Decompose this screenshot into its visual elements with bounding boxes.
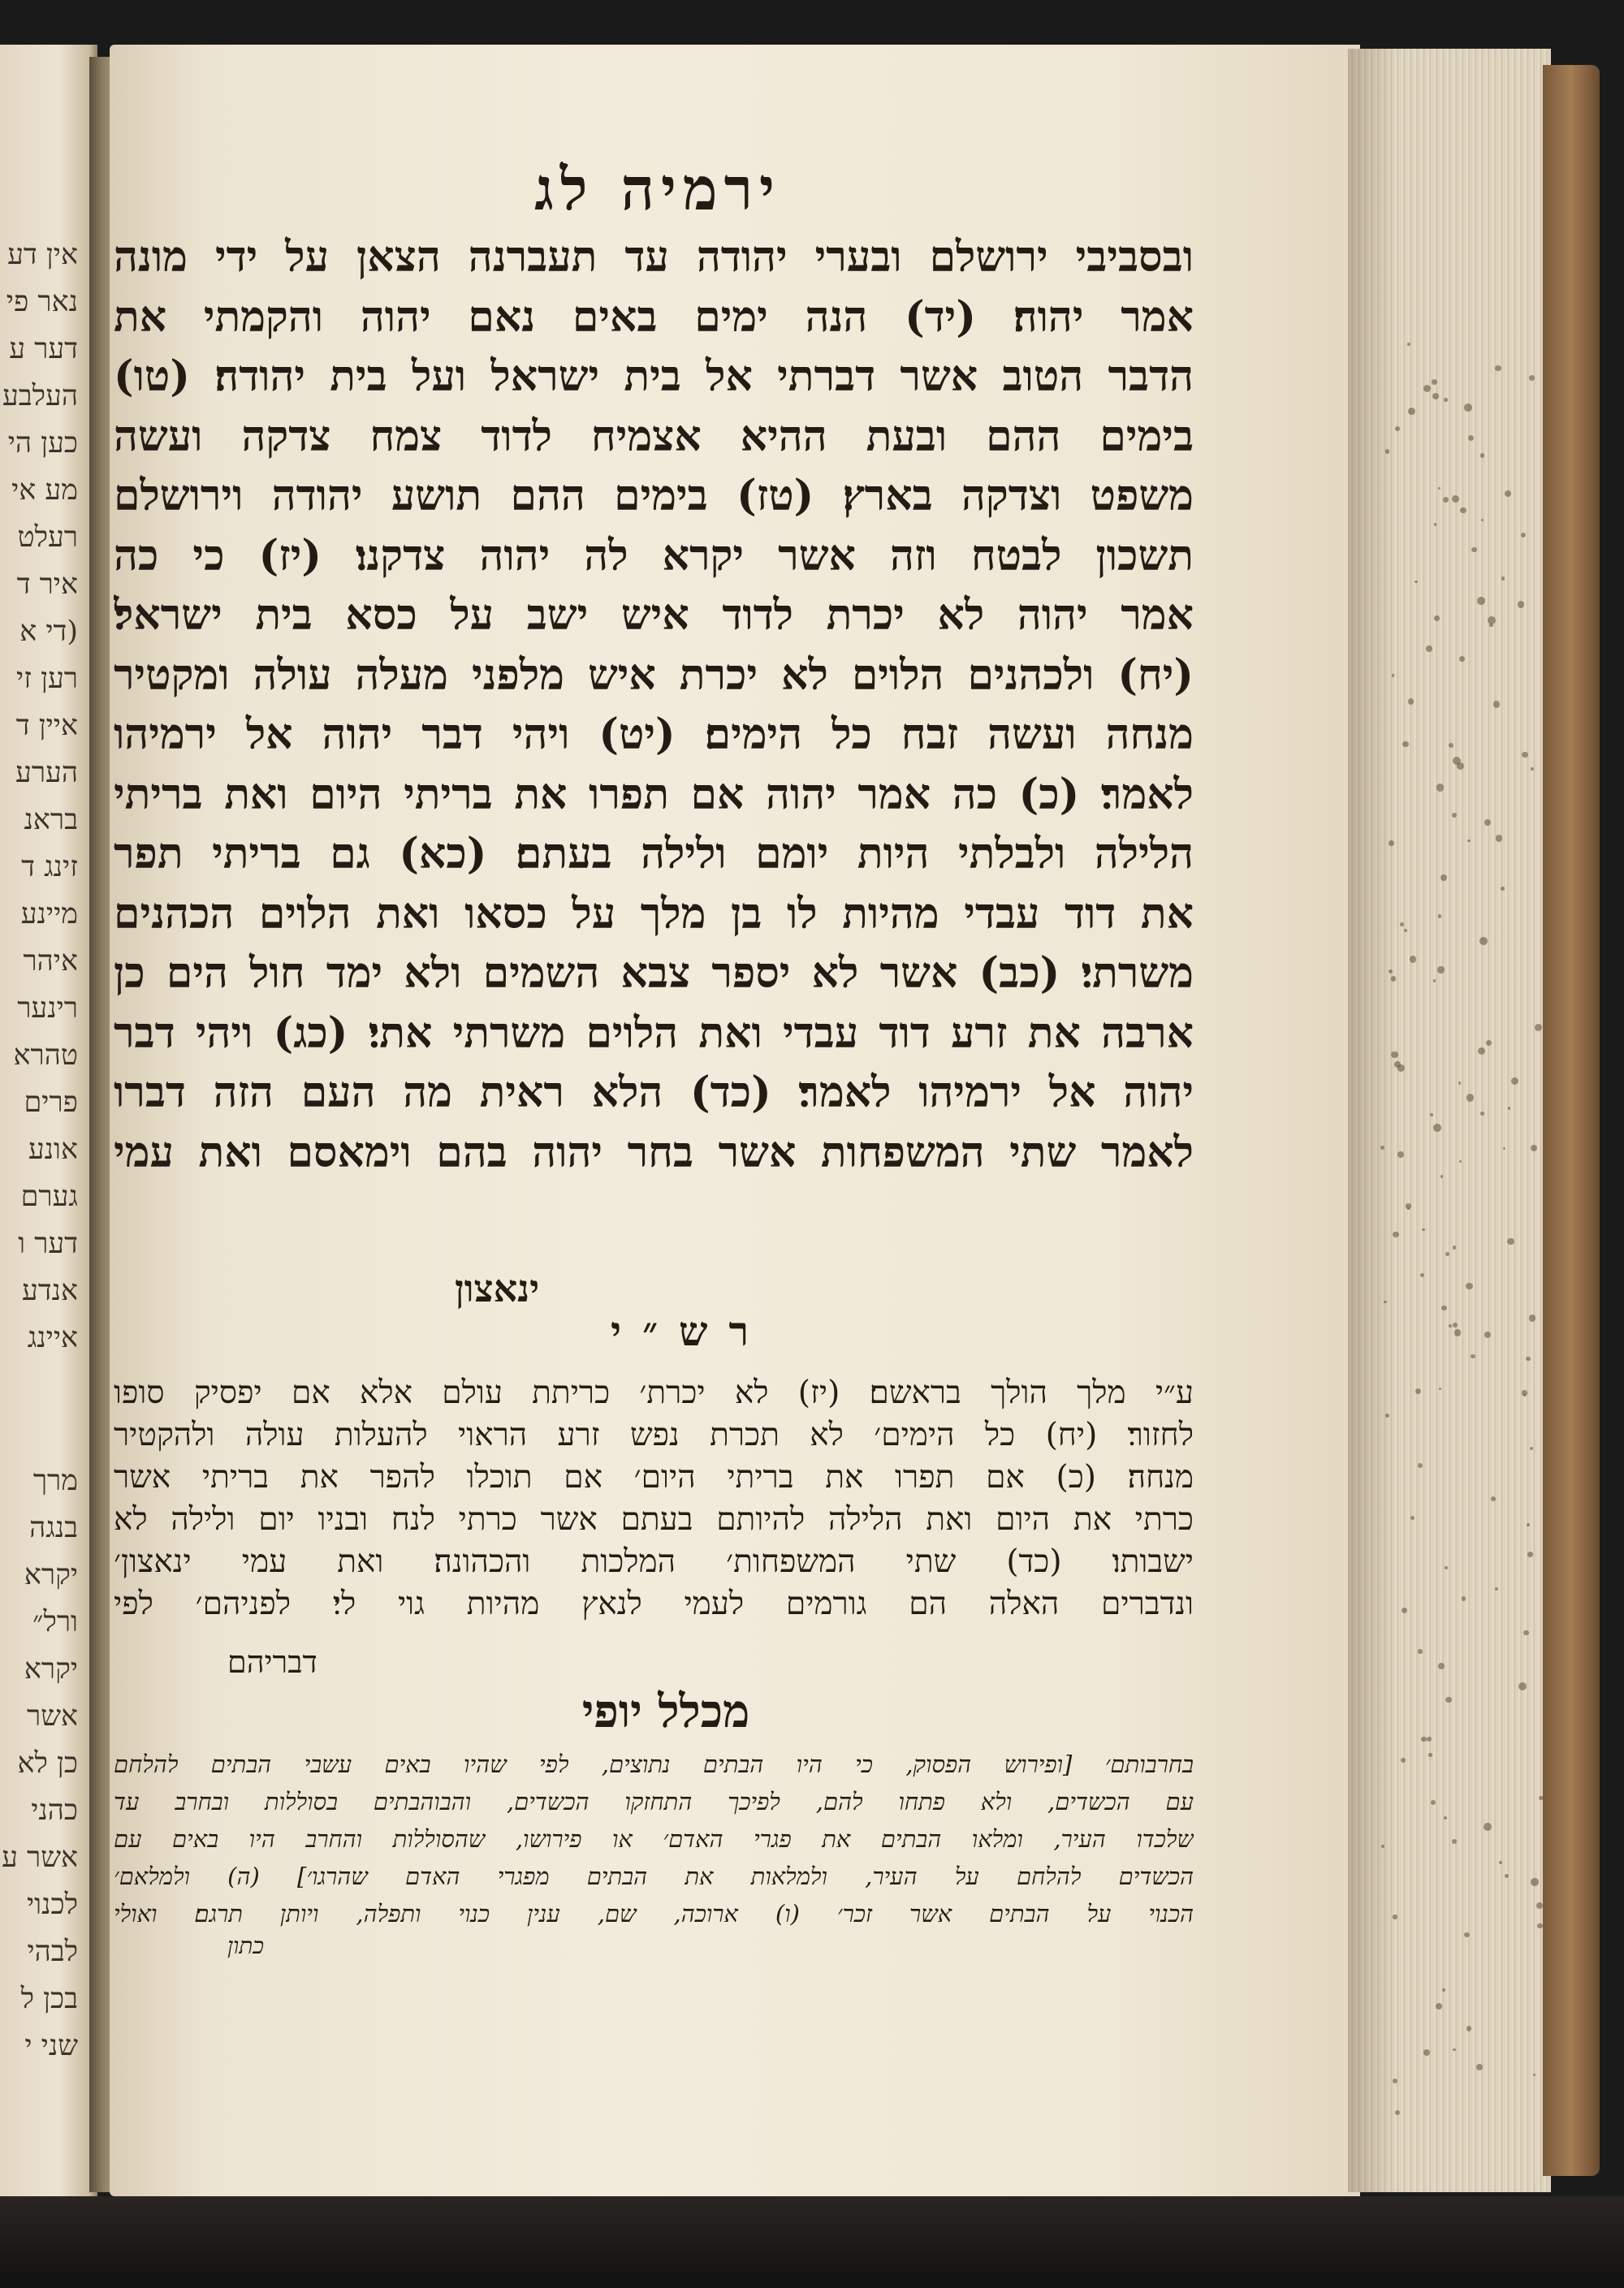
previous-page-line: הערע [15, 757, 78, 789]
foxing-spot [1421, 1737, 1426, 1742]
previous-page-line: כהני [31, 1794, 78, 1827]
foxing-spot [1501, 576, 1505, 581]
main-text-block [114, 227, 1194, 1182]
previous-page-text-bottom [2, 1457, 78, 2070]
foxing-spot [1407, 343, 1410, 346]
foxing-spot [1443, 497, 1449, 503]
previous-page-line: איין ד [15, 710, 78, 742]
previous-page-line: זינג ד [21, 851, 78, 883]
mikhlal-text-line: הכנוי על הבתים אשר זכר׳ (ו) ארוכה, שם, ענין כנוי ותפלה, ויותן תרגם׃ ואולי [114, 1900, 1194, 1928]
foxing-spot [1464, 404, 1472, 412]
catchword-mikhlal: כתון [227, 1932, 265, 1959]
previous-page-line: אין דע [7, 239, 78, 271]
foxing-spot [1522, 752, 1528, 758]
foxing-spot [1531, 1878, 1539, 1886]
foxing-spot [1529, 1315, 1536, 1322]
rashi-heading: רש״י [610, 1307, 771, 1355]
previous-page-text-top [2, 231, 78, 1362]
previous-page-line: גערם [20, 1181, 78, 1213]
foxing-spot [1385, 449, 1389, 453]
foxing-spot [1433, 1124, 1441, 1132]
previous-page-line: רינער [17, 992, 78, 1025]
previous-page-line: דער ע [9, 333, 78, 365]
foxing-spot [1496, 835, 1503, 842]
previous-page-line: בראנ [24, 804, 78, 836]
foxing-spot [1454, 1329, 1461, 1336]
foxing-spot [1408, 408, 1415, 415]
previous-page-line: (די א [19, 615, 78, 648]
mikhlal-text-line: שלכדו העיר, ומלאו הבתים את פגרי האדם׳ או פירושו, שהסוללות והחרב היו באים עם [114, 1825, 1194, 1853]
main-text-line: משרתי׃ (כב) אשר לא יספר צבא השמים ולא ימד חול הים כן [114, 948, 1194, 998]
catchword-rashi: דבריהם [227, 1644, 317, 1680]
foxing-spot [1391, 1051, 1397, 1058]
foxing-spot [1488, 616, 1496, 624]
foxing-spot [1471, 547, 1476, 552]
mikhlal-yofi-commentary-block [114, 1746, 1194, 1932]
foxing-spot [1453, 2048, 1456, 2052]
foxing-spot [1432, 393, 1439, 399]
foxing-spot [1535, 1024, 1542, 1031]
foxing-spot [1507, 1238, 1514, 1245]
main-text-line: הלילה ולבלתי היות יומם ולילה בעתם׃ (כא) גם בריתי תפר [114, 829, 1194, 879]
foxing-spot [1536, 1902, 1543, 1909]
previous-page-line: בכן ל [20, 1983, 78, 2015]
main-text-line: את דוד עבדי מהיות לו בן מלך על כסאו ואת הלוים הכהנים [114, 888, 1194, 939]
foxing-spot [1391, 976, 1396, 981]
foxing-spot [1389, 969, 1393, 973]
foxing-spot [1471, 1354, 1475, 1358]
previous-page-line: מרך [32, 1465, 78, 1497]
rashi-text-line: ונדברים האלה הם גורמים לעמי לנאץ מהיות גוי לי׃ לפניהם׳ לפי [114, 1586, 1194, 1622]
main-text-line: ובסביבי ירושלם ובערי יהודה עד תעברנה הצאן על ידי מונה [114, 232, 1194, 282]
rashi-text-line: ע״י מלך הולך בראשם׃ (יז) לא יכרת׳ כריתת עולם אלא אם יפסיק סופו [114, 1375, 1194, 1411]
rashi-commentary-block [114, 1372, 1194, 1625]
foxing-spot [1479, 937, 1488, 945]
foxing-spot [1527, 1523, 1530, 1526]
previous-page-line: אשר [27, 1700, 78, 1733]
main-text-line: לאמר שתי המשפחות אשר בחר יהוה בהם וימאסם ואת עמי [114, 1127, 1194, 1177]
previous-page-line: יקרא [24, 1653, 78, 1686]
foxing-spot [1466, 1094, 1474, 1101]
previous-page-line: אשר ע [2, 1841, 78, 1874]
foxing-spot [1433, 979, 1436, 982]
foxing-spot [1527, 1552, 1532, 1556]
foxing-spot [1437, 966, 1444, 973]
foxing-spot [1389, 840, 1393, 845]
previous-page-line: רעלט [17, 521, 78, 554]
rashi-text-line: לחזור׃ (יח) כל הימים׳ לא תכרת נפש זרע הראוי להעלות עולה ולהקטיר [114, 1417, 1194, 1453]
foxing-spot [1531, 767, 1534, 771]
main-text-line: אמר יהוה לא יכרת לדוד איש ישב על כסא בית ישראל׃ [114, 590, 1194, 640]
foxing-spot [1441, 1306, 1446, 1310]
previous-page-line: נאר פי [6, 286, 78, 318]
foxing-spot [1439, 1388, 1441, 1390]
foxing-spot [1434, 615, 1440, 621]
foxing-spot [1537, 1923, 1542, 1928]
foxing-spot [1392, 674, 1395, 677]
previous-page-line: בנגה [29, 1512, 78, 1544]
previous-page-line: איהר [23, 945, 78, 978]
foxing-spot [1384, 1301, 1387, 1304]
previous-page-line: כען הי [7, 427, 78, 460]
foxing-spot [1402, 741, 1409, 748]
foxing-spot [1432, 379, 1437, 385]
main-text-line: הדבר הטוב אשר דברתי אל בית ישראל ועל בית יהודה׃ (טו) [114, 352, 1194, 401]
foxing-spot [1522, 1390, 1527, 1395]
foxing-spot [1426, 645, 1432, 652]
previous-page-line: איר ד [16, 568, 78, 601]
foxing-spot [1430, 1113, 1433, 1116]
foxing-spot [1464, 1932, 1469, 1937]
foxing-spot [1444, 398, 1448, 402]
foxing-spot [1480, 1112, 1484, 1116]
foxing-spot [1385, 1414, 1389, 1418]
running-head: ירמיה לג [534, 154, 781, 223]
foxing-spot [1499, 1861, 1502, 1864]
previous-page-line: לכנוי [27, 1889, 78, 1921]
foxing-spot [1523, 1630, 1528, 1635]
previous-page-line: אונע [28, 1133, 78, 1166]
main-text-line: בימים ההם ובעת ההיא אצמיח לדוד צמח צדקה ועשה [114, 411, 1194, 461]
foxing-spot [1440, 874, 1446, 880]
catchword-main: ינאצון [455, 1267, 540, 1310]
previous-page-line: אנדע [21, 1275, 78, 1307]
foxing-spot [1459, 656, 1465, 662]
rashi-text-line: ישבותו׃ (כד) שתי המשפחות׳ המלכות והכהונה׃ ואת עמי ינאצון׳ [114, 1543, 1194, 1580]
rashi-text-line: כרתי את היום ואת הלילה להיותם בעתם אשר כרתי לנח ובניו יום ולילה לא [114, 1501, 1194, 1538]
previous-page-line: איינג [27, 1322, 78, 1354]
main-text-line: אמר יהוה׃ (יד) הנה ימים באים נאם יהוה והקמתי את [114, 291, 1194, 342]
foxing-spot [1466, 2026, 1472, 2031]
foxing-spot [1505, 490, 1511, 497]
foxing-spot [1493, 701, 1500, 707]
previous-page-line: מיינע [20, 898, 78, 930]
previous-page-line: העלבע [2, 380, 78, 412]
previous-page-line: כן לא [17, 1747, 78, 1780]
foxing-spot [1436, 2003, 1442, 2010]
foxing-spot [1508, 1107, 1510, 1109]
previous-page-line: טהרא [13, 1039, 78, 1072]
foxing-spot [1397, 1151, 1404, 1158]
previous-page-line: פרים [24, 1086, 78, 1119]
mikhlal-text-line: הכשדים להלחם על העיר, ולמלאות את הבתים מפגרי האדם שהרגו׳] (ה) ולמלאם׳ [114, 1863, 1194, 1890]
previous-page-line: ורל״ [32, 1606, 78, 1638]
foxing-spot [1428, 1753, 1432, 1757]
foxing-spot [1481, 519, 1484, 521]
previous-page-line: לבהי [27, 1936, 78, 1968]
foxing-spot [1445, 1252, 1449, 1256]
foxing-spot [1423, 385, 1431, 392]
foxing-spot [1442, 1988, 1445, 1992]
foxing-spot [1393, 1915, 1397, 1919]
foxing-spot [1427, 1737, 1432, 1742]
foxing-spot [1484, 1823, 1492, 1831]
main-text-line: תשכון לבטח וזה אשר יקרא לה יהוה צדקנו׃ (יז) כי כה [114, 530, 1194, 581]
main-text-line: (יח) ולכהנים הלוים לא יכרת איש מלפני מעלה עולה ומקטיר [114, 650, 1194, 700]
foxing-spot [1452, 495, 1459, 503]
foxing-spot [1438, 1663, 1445, 1669]
foxing-spot [1453, 1245, 1457, 1250]
main-text-line: ארבה את זרע דוד עבדי ואת הלוים משרתי אתי׃ (כג) ויהי דבר [114, 1008, 1194, 1058]
mikhlal-text-line: בחרבותם׳ [ופירוש הפסוק, כי היו הבתים נתוצים, לפי שהיו באים עשבי הבתים להלחם [114, 1751, 1194, 1778]
foxing-spot [1477, 597, 1485, 605]
foxing-spot [1436, 784, 1444, 791]
bottom-background [0, 2196, 1624, 2288]
main-text-line: יהוה אל ירמיהו לאמר׃ (כד) הלא ראית מה העם הזה דברו [114, 1068, 1194, 1117]
foxing-spot [1518, 1682, 1527, 1690]
main-text-line: מנחה ועשה זבח כל הימים׃ (יט) ויהי דבר יהוה אל ירמיהו [114, 710, 1194, 759]
previous-page-line: מע אי [11, 474, 78, 507]
foxing-spot [1467, 840, 1470, 842]
foxing-spot [1501, 887, 1505, 891]
previous-page-line: יקרא [24, 1559, 78, 1591]
foxing-spot [1445, 1697, 1451, 1703]
mikhlal-yofi-heading: מכלל יופי [581, 1685, 750, 1738]
previous-page-line: דער ו [18, 1228, 78, 1260]
foxing-spot [1452, 813, 1457, 818]
foxing-spot [1466, 1283, 1472, 1289]
previous-page-line: שני י [24, 2030, 78, 2062]
page-edges-shadow [1348, 49, 1397, 2192]
foxing-spot [1539, 1796, 1543, 1800]
foxing-spot [1480, 453, 1484, 457]
foxing-spot [1418, 1649, 1422, 1653]
foxing-spot [1526, 1357, 1531, 1362]
foxing-spot [1440, 1175, 1443, 1177]
mikhlal-text-line: עם הכשדים, ולא פתחו להם, לפיכך התחזקו הכשדים, והבוהבתים בסוללות ובחרב עד [114, 1788, 1194, 1815]
previous-page-edge [0, 45, 97, 2200]
foxing-spot [1422, 1228, 1424, 1231]
main-text-line: משפט וצדקה בארץ׃ (טז) בימים ההם תושע יהודה וירושלם [114, 471, 1194, 520]
previous-page-line: רען זי [16, 663, 78, 695]
foxing-spot [1381, 1845, 1384, 1848]
rashi-text-line: מנחה׃ (כ) אם תפרו את בריתי היום׳ אם תוכלו להפר את בריתי אשר [114, 1459, 1194, 1496]
main-text-line: לאמר׃ (כ) כה אמר יהוה אם תפרו את בריתי היום ואת בריתי [114, 769, 1194, 819]
foxing-spot [1406, 1203, 1410, 1208]
book-cover-edge [1543, 65, 1600, 2176]
